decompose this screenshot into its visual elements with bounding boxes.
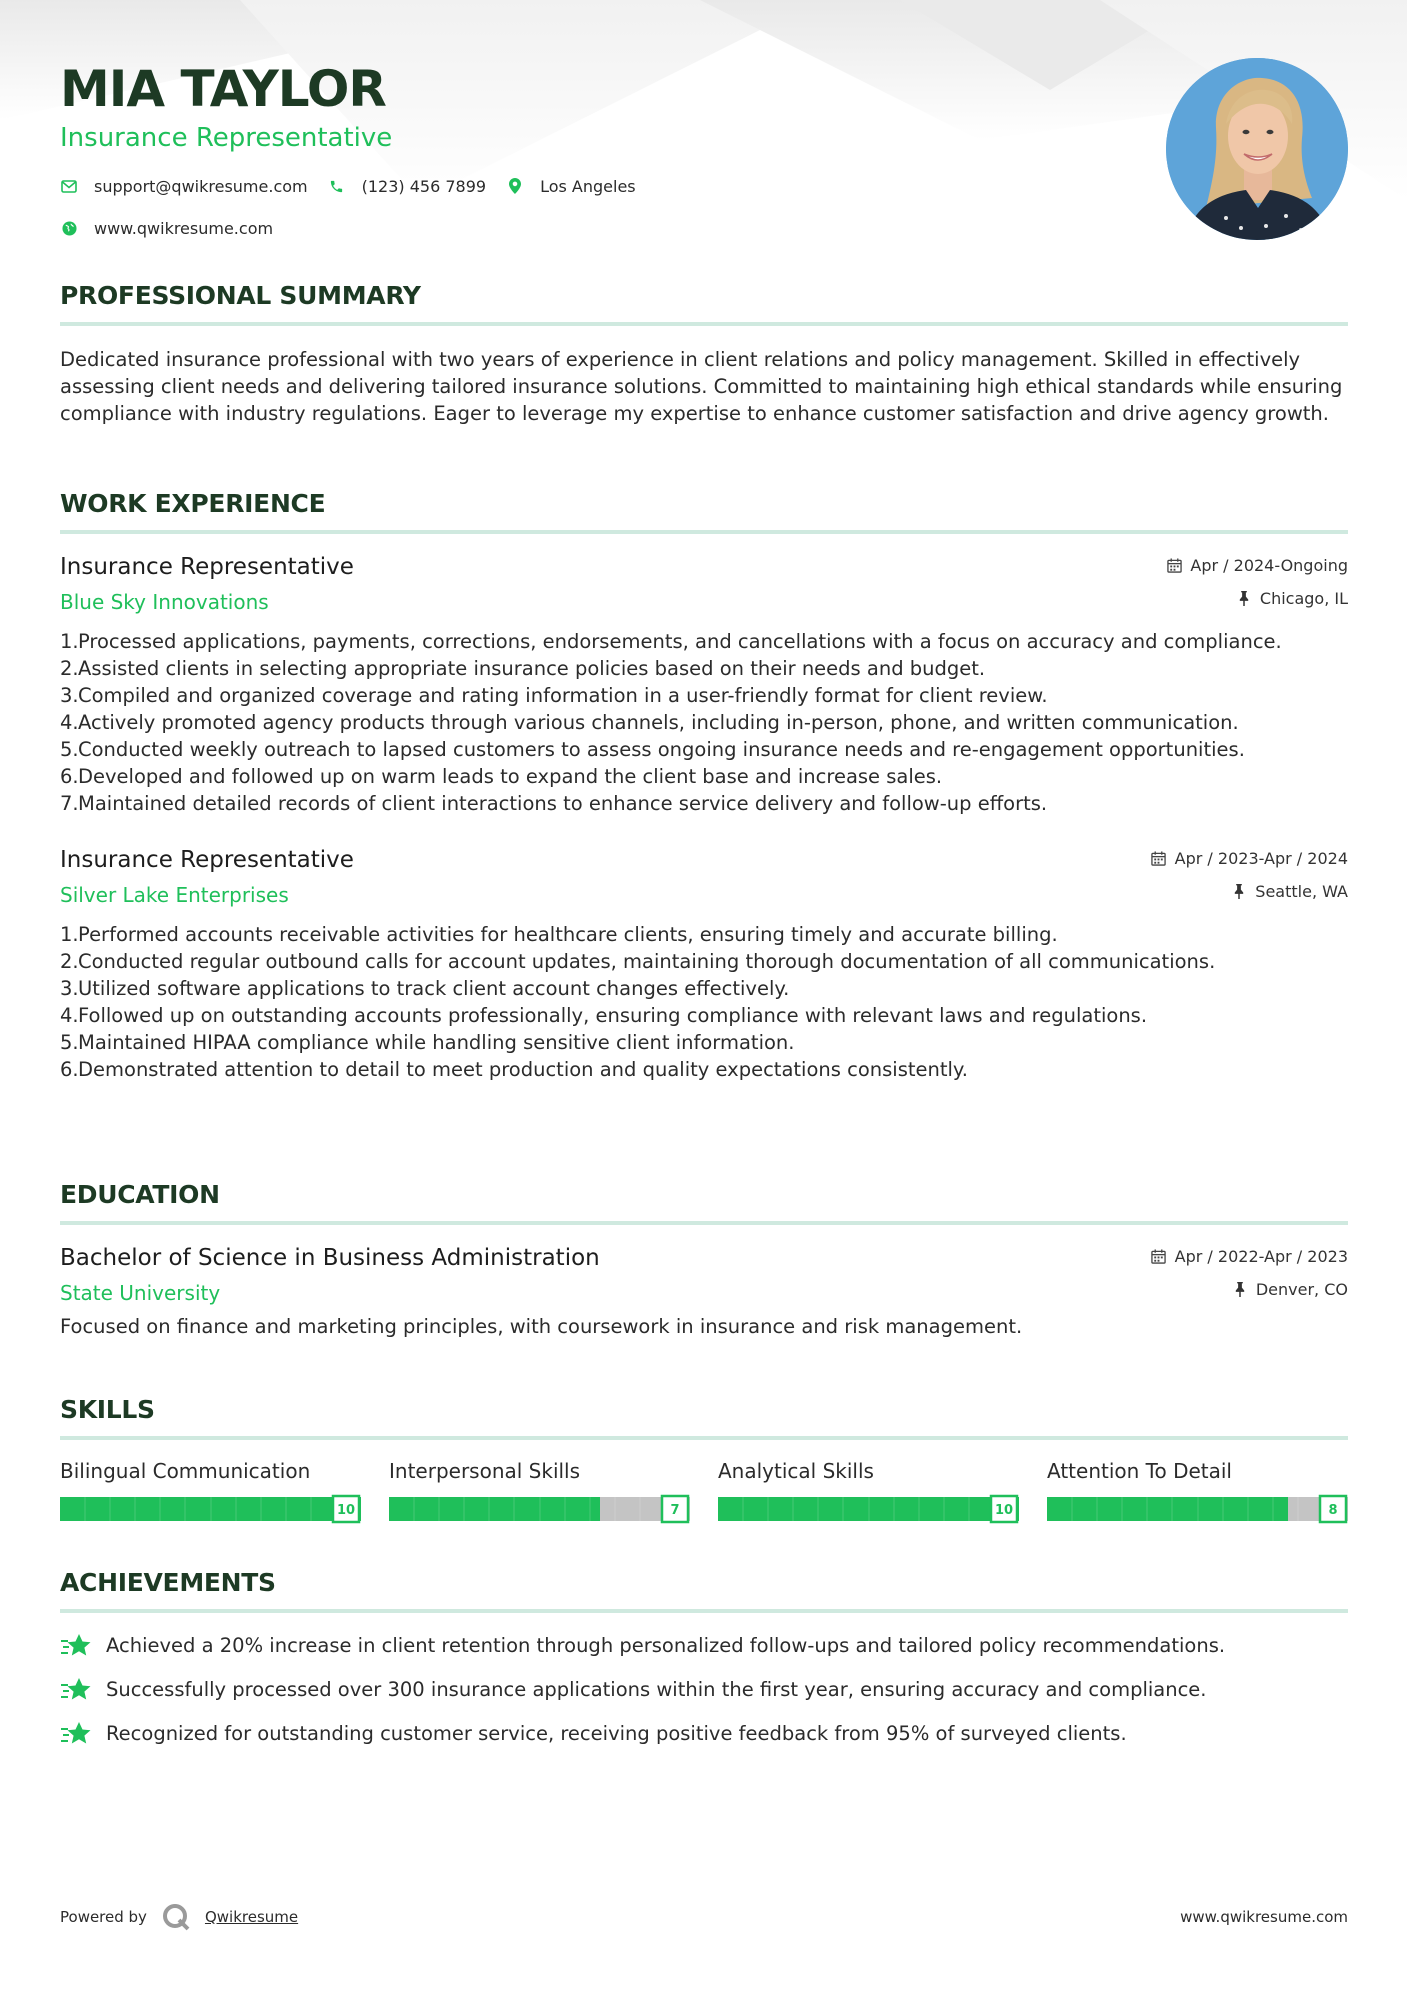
- list-item: 5. Conducted weekly outreach to lapsed customers to assess ongoing insurance needs and re-engagement opportunities.: [60, 738, 1245, 761]
- school-name: State University: [60, 1281, 221, 1305]
- candidate-role: Insurance Representative: [60, 123, 393, 153]
- globe-icon: [60, 219, 78, 237]
- summary-heading: PROFESSIONAL SUMMARY: [60, 281, 421, 310]
- degree-title: Bachelor of Science in Business Administration: [60, 1245, 600, 1271]
- job-date: Apr / 2023-Apr / 2024: [1151, 849, 1348, 868]
- skills-section: [60, 1394, 1348, 1528]
- achievement-item: Successfully processed over 300 insurance applications within the first year, ensuring accuracy and compliance.: [60, 1667, 1348, 1711]
- phone-icon: [328, 177, 346, 195]
- calendar-icon: [1166, 558, 1182, 574]
- job-bullets: [60, 921, 1348, 1083]
- map-pin-icon: [506, 177, 524, 195]
- section-divider: [60, 530, 1348, 534]
- summary-text: Dedicated insurance professional with two years of experience in client relations and policy management. Skilled in effectively assessing client needs and delivering tailored insurance solutions. Committed to maintaining high ethical standards while ensuring compliance with industry regulations. Eager to leverage my expertise to enhance customer satisfaction and drive agency growth.: [60, 348, 1343, 425]
- list-item: 1. Processed applications, payments, corrections, endorsements, and cancellations with a focus on accuracy and compliance.: [60, 630, 1282, 653]
- achievement-item: Achieved a 20% increase in client retention through personalized follow-ups and tailored policy recommendations.: [60, 1623, 1348, 1667]
- job-entry: [60, 552, 1348, 817]
- brand-link[interactable]: Qwikresume: [204, 1908, 299, 1926]
- list-item: 2. Assisted clients in selecting appropriate insurance policies based on their needs and budget.: [60, 657, 986, 680]
- experience-heading: WORK EXPERIENCE: [60, 489, 326, 518]
- job-entry: [60, 845, 1348, 1083]
- skill-bar: [389, 1494, 690, 1524]
- job-company: Blue Sky Innovations: [60, 590, 269, 614]
- achievements-heading: ACHIEVEMENTS: [60, 1568, 276, 1597]
- skills-heading: SKILLS: [60, 1395, 155, 1424]
- candidate-name: MIA TAYLOR: [60, 60, 386, 118]
- list-item: 1. Performed accounts receivable activities for healthcare clients, ensuring timely and accurate billing.: [60, 923, 1058, 946]
- skills-list: [60, 1458, 1348, 1528]
- job-date: Apr / 2024-Ongoing: [1166, 556, 1348, 575]
- skill-name: Attention To Detail: [1047, 1459, 1232, 1483]
- pushpin-icon: [1232, 1282, 1248, 1298]
- list-item: 3. Compiled and organized coverage and rating information in a user-friendly format for client review.: [60, 684, 1048, 707]
- email-text: support@qwikresume.com: [94, 176, 308, 196]
- website-text: www.qwikresume.com: [94, 218, 274, 238]
- skill-level-label: 8: [1328, 1503, 1338, 1518]
- calendar-icon: [1151, 851, 1167, 867]
- skill-item: [1047, 1458, 1348, 1528]
- education-section: [60, 1179, 1348, 1340]
- star-icon: [60, 1717, 92, 1749]
- skill-item: [389, 1458, 690, 1528]
- skill-name: Interpersonal Skills: [389, 1459, 581, 1483]
- resume-header: [60, 58, 656, 258]
- list-item: 5. Maintained HIPAA compliance while handling sensitive client information.: [60, 1031, 795, 1054]
- skill-name: Analytical Skills: [718, 1459, 874, 1483]
- contact-location: [506, 177, 636, 196]
- skill-item: [60, 1458, 361, 1528]
- summary-section: [60, 280, 1348, 427]
- achievement-item: Recognized for outstanding customer service, receiving positive feedback from 95% of surveyed clients.: [60, 1711, 1348, 1755]
- pushpin-icon: [1236, 591, 1252, 607]
- section-divider: [60, 1221, 1348, 1225]
- job-bullets: [60, 628, 1348, 817]
- job-location: Seattle, WA: [1231, 882, 1348, 901]
- skill-bar: [1047, 1494, 1348, 1524]
- powered-by-label: Powered by: [60, 1908, 147, 1926]
- education-location: Denver, CO: [1232, 1280, 1348, 1299]
- list-item: 7. Maintained detailed records of client interactions to enhance service delivery and follow-up efforts.: [60, 792, 1048, 815]
- education-heading: EDUCATION: [60, 1180, 220, 1209]
- skill-name: Bilingual Communication: [60, 1459, 311, 1483]
- star-icon: [60, 1673, 92, 1705]
- skill-bar-fill: [1047, 1497, 1288, 1521]
- skill-bar: [718, 1494, 1019, 1524]
- skill-bar: [60, 1494, 361, 1524]
- profile-photo: [1166, 58, 1348, 240]
- education-date: Apr / 2022-Apr / 2023: [1151, 1247, 1348, 1266]
- list-item: 6. Demonstrated attention to detail to meet production and quality expectations consistently.: [60, 1058, 968, 1081]
- footer-website-link[interactable]: www.qwikresume.com: [1180, 1908, 1348, 1926]
- list-item: 4. Actively promoted agency products through various channels, including in-person, phone, and written communication.: [60, 711, 1239, 734]
- skill-level-label: 7: [670, 1503, 680, 1518]
- envelope-icon: [60, 177, 78, 195]
- achievements-section: [60, 1567, 1348, 1755]
- job-title: Insurance Representative: [60, 847, 354, 873]
- achievements-list: [60, 1623, 1348, 1755]
- page-footer: [60, 1899, 1348, 1935]
- qwikresume-logo-icon: [161, 1902, 191, 1932]
- skill-level-label: 10: [336, 1503, 356, 1518]
- calendar-icon: [1151, 1249, 1167, 1265]
- contact-info: [60, 174, 656, 240]
- job-title: Insurance Representative: [60, 554, 354, 580]
- section-divider: [60, 322, 1348, 326]
- education-description: Focused on finance and marketing principles, with coursework in insurance and risk management.: [60, 1315, 1023, 1338]
- list-item: 2. Conducted regular outbound calls for account updates, maintaining thorough documentation of all communications.: [60, 950, 1216, 973]
- location-text: Los Angeles: [540, 176, 636, 196]
- skill-bar-fill: [389, 1497, 600, 1521]
- job-location: Chicago, IL: [1236, 589, 1348, 608]
- contact-phone[interactable]: [328, 177, 486, 196]
- list-item: 4. Followed up on outstanding accounts professionally, ensuring compliance with relevant laws and regulations.: [60, 1004, 1148, 1027]
- section-divider: [60, 1609, 1348, 1613]
- list-item: 3. Utilized software applications to track client account changes effectively.: [60, 977, 790, 1000]
- skill-item: [718, 1458, 1019, 1528]
- contact-website[interactable]: [60, 219, 273, 238]
- star-icon: [60, 1629, 92, 1661]
- pushpin-icon: [1231, 884, 1247, 900]
- skill-level-label: 10: [994, 1503, 1014, 1518]
- contact-email[interactable]: [60, 177, 308, 196]
- list-item: 6. Developed and followed up on warm leads to expand the client base and increase sales.: [60, 765, 943, 788]
- section-divider: [60, 1436, 1348, 1440]
- phone-text: (123) 456 7899: [361, 176, 487, 196]
- job-company: Silver Lake Enterprises: [60, 883, 289, 907]
- experience-section: [60, 488, 1348, 1083]
